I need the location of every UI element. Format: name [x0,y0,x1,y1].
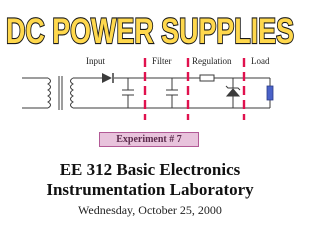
course-title-line1: EE 312 Basic Electronics [59,160,241,179]
transformer-primary [48,78,51,108]
presentation-date: Wednesday, October 25, 2000 [78,203,222,217]
transformer-secondary [71,78,74,108]
series-resistor [200,75,214,81]
load-resistor [267,86,273,100]
zener-diode [227,89,239,96]
rectifier-diode [102,73,112,83]
experiment-badge: Experiment # 7 [99,132,199,147]
stage-label-load: Load [251,56,270,66]
stage-label-filter: Filter [152,56,172,66]
stage-label-input: Input [86,56,105,66]
course-title-line2: Instrumentation Laboratory [46,180,254,199]
stage-label-regulation: Regulation [192,56,232,66]
slide-title: DC POWER SUPPLIES [6,12,294,51]
